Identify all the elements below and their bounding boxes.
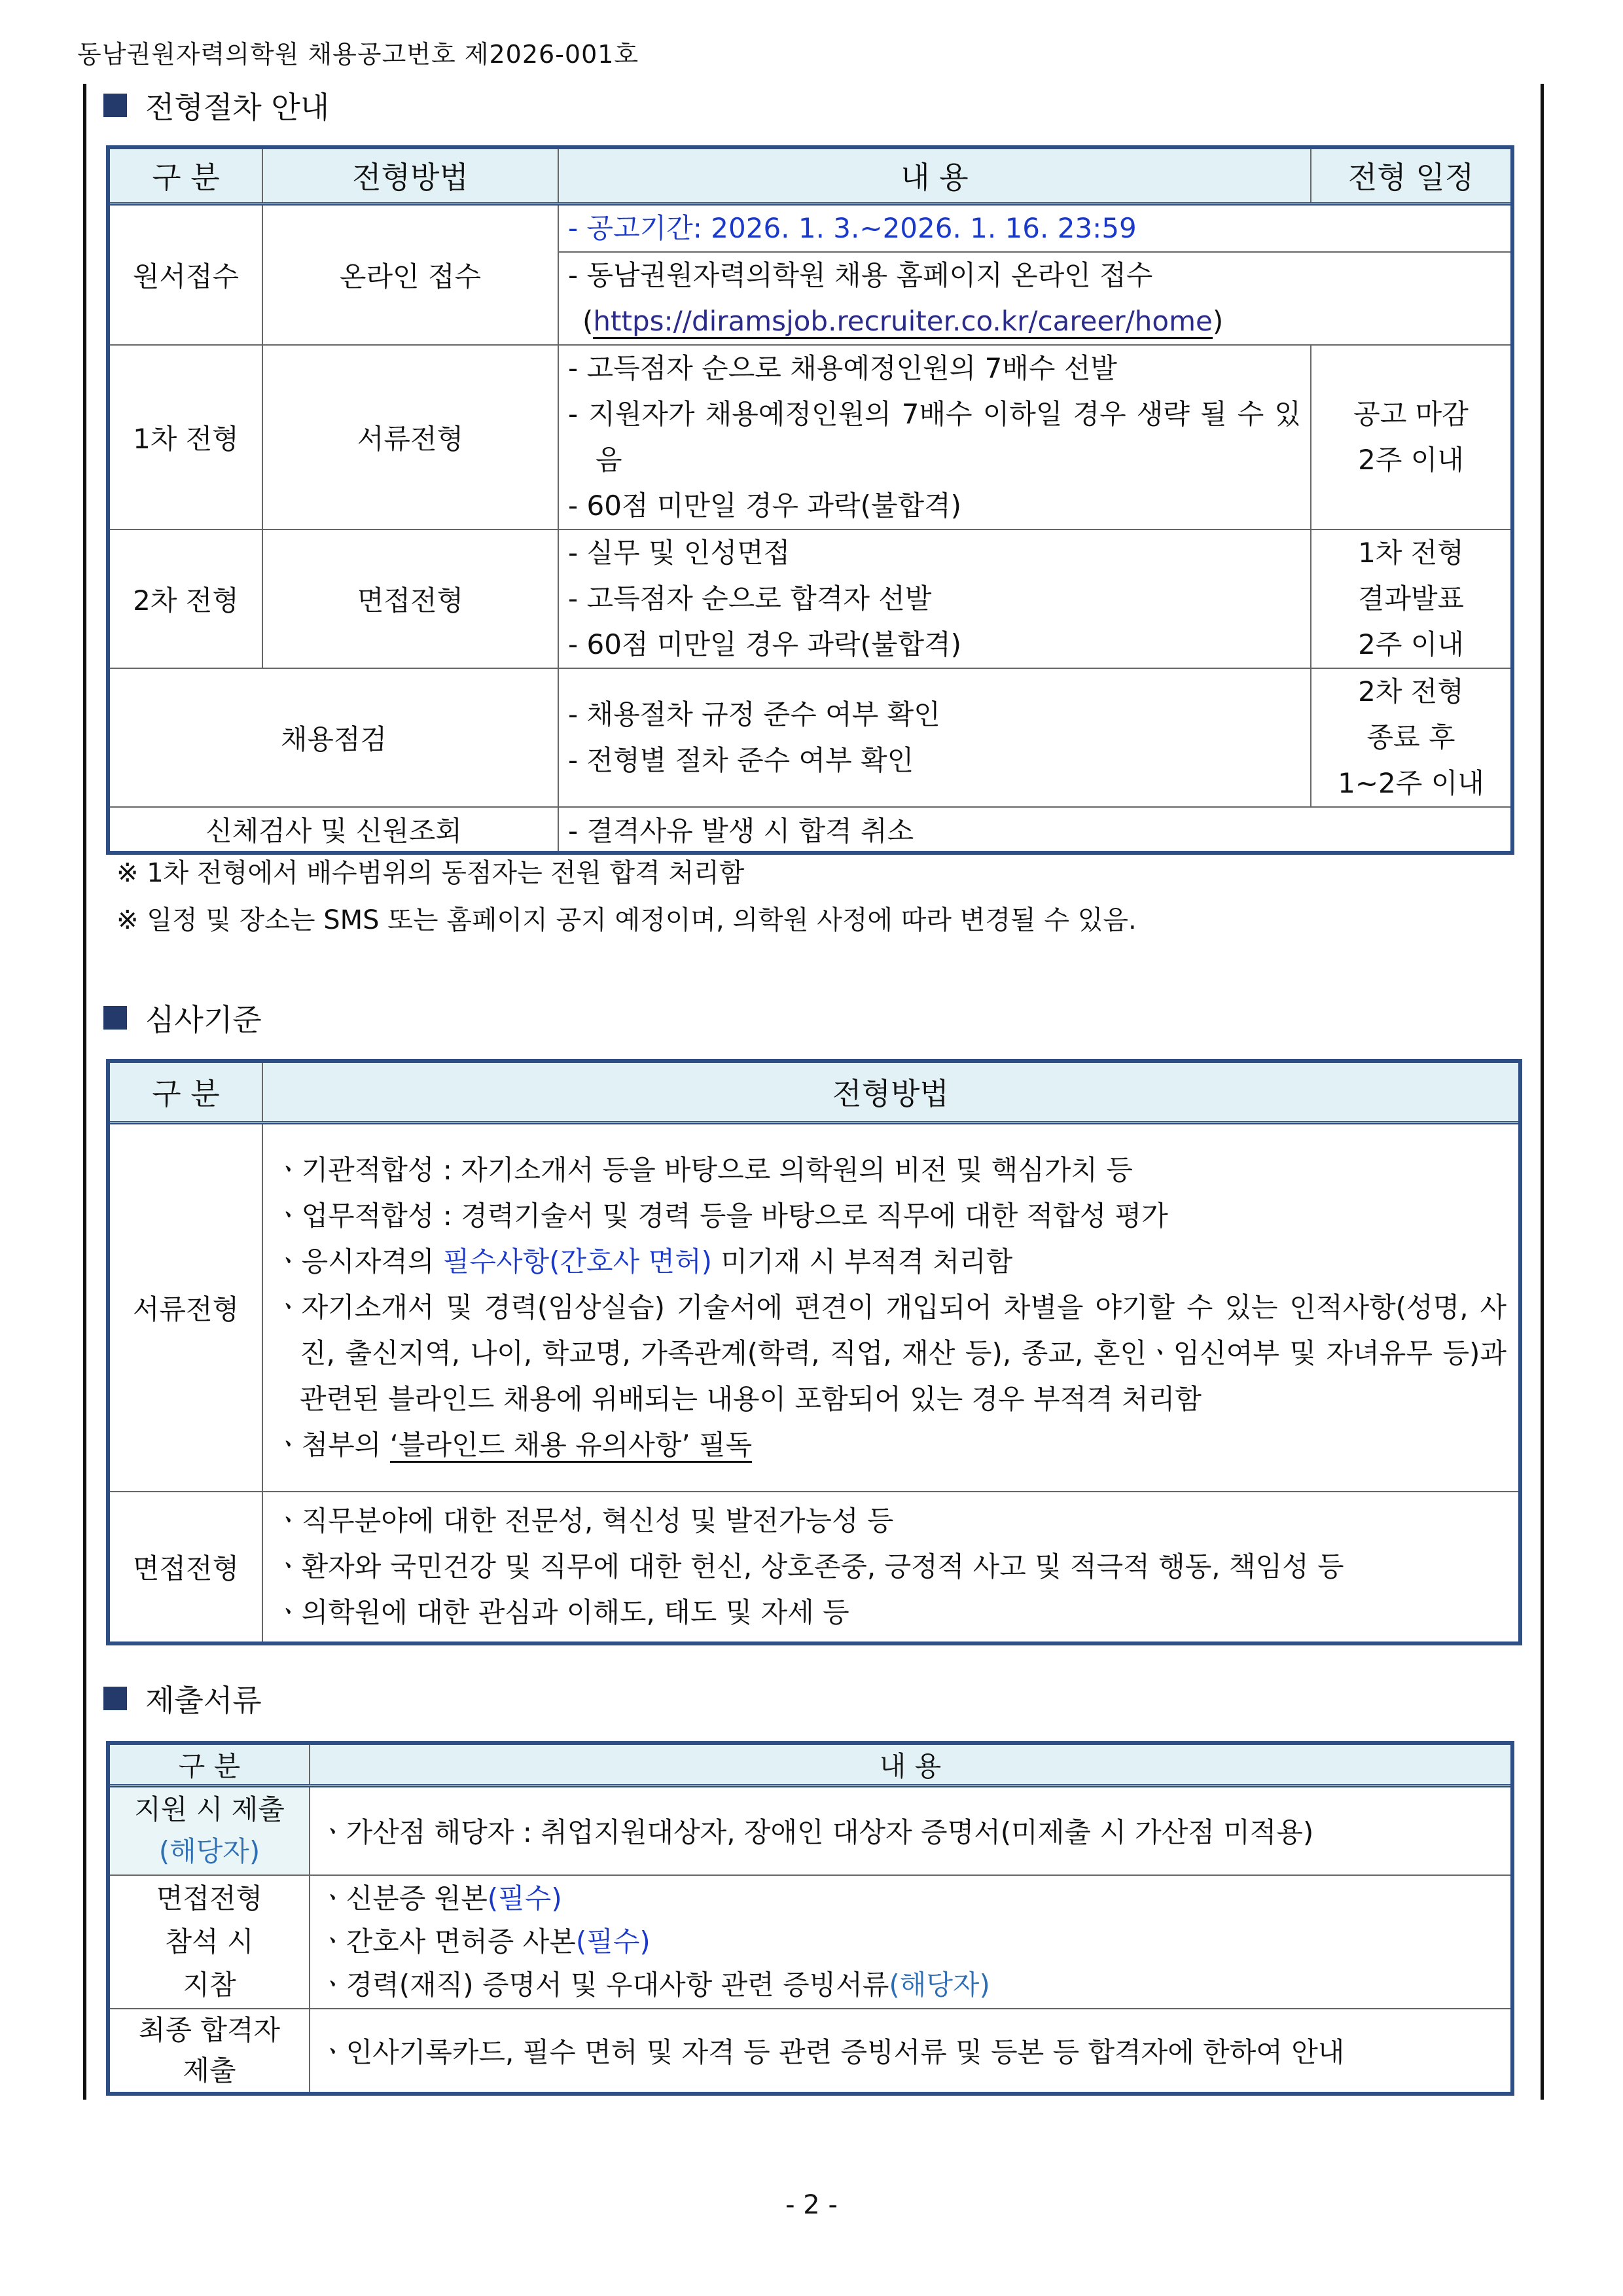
content-line: - 60점 미만일 경우 과락(불합격)	[568, 489, 962, 522]
right-margin-rule	[1541, 84, 1544, 2100]
criteria-text: ㆍ응시자격의	[275, 1245, 443, 1278]
column-header: 구 분	[108, 147, 262, 204]
content-line: - 동남권원자력의학원 채용 홈페이지 온라인 접수	[568, 259, 1153, 291]
label-line: 면접전형	[156, 1882, 263, 1914]
content-line: - 채용절차 규정 준수 여부 확인	[568, 698, 940, 730]
page-number: - 2 -	[785, 2190, 838, 2220]
schedule-line: 결과발표	[1357, 582, 1465, 615]
criteria-item: ㆍ의학원에 대한 관심과 이해도, 태도 및 자세 등	[275, 1596, 849, 1628]
homepage-link[interactable]: https://diramsjob.recruiter.co.kr/career/home	[593, 305, 1212, 339]
criteria-item: ㆍ기관적합성 : 자기소개서 등을 바탕으로 의학원의 비전 및 핵심가치 등	[275, 1153, 1133, 1186]
label-line: 지원 시 제출	[134, 1793, 285, 1826]
column-header: 내 용	[558, 147, 1311, 204]
column-header: 구 분	[108, 1061, 262, 1122]
criteria-text: 미기재 시 부적격 처리함	[712, 1245, 1013, 1278]
content-cell	[558, 252, 1512, 345]
criteria-label: 면접전형	[108, 1492, 262, 1643]
column-header: 전형 일정	[1311, 147, 1512, 204]
document-item	[319, 1964, 1501, 2007]
url-paren: )	[1212, 304, 1224, 337]
table-row	[108, 1875, 1512, 2009]
content-line: - 고득점자 순으로 합격자 선발	[568, 582, 932, 615]
criteria-label: 서류전형	[108, 1122, 262, 1492]
table-row	[108, 807, 1512, 853]
document-text: ㆍ신분증 원본	[319, 1882, 488, 1914]
section-title-criteria	[103, 996, 262, 1039]
document-label	[108, 1875, 310, 2009]
document-text: ㆍ간호사 면허증 사본	[319, 1925, 576, 1958]
table-row	[108, 2009, 1512, 2094]
criteria-item	[275, 1239, 1507, 1285]
label-line: 참석 시	[165, 1925, 254, 1958]
document-item	[319, 1920, 1501, 1964]
criteria-item: ㆍ직무분야에 대한 전문성, 혁신성 및 발전가능성 등	[275, 1505, 894, 1537]
content-line: - 60점 미만일 경우 과락(불합격)	[568, 628, 962, 660]
criteria-item: ㆍ환자와 국민건강 및 직무에 대한 헌신, 상호존중, 긍정적 사고 및 적극적 행동, 책임성 등	[275, 1551, 1344, 1583]
table-row	[108, 1786, 1512, 1875]
label-line: 제출	[183, 2054, 236, 2087]
procedure-table	[106, 145, 1514, 855]
column-header: 내 용	[310, 1743, 1512, 1786]
section-title-text: 전형절차 안내	[145, 90, 330, 125]
url-paren: (	[582, 304, 594, 337]
schedule-line: 종료 후	[1366, 721, 1455, 753]
document-content: ㆍ인사기록카드, 필수 면허 및 자격 등 관련 증빙서류 및 등본 등 합격자에 한하여 안내	[310, 2009, 1512, 2094]
section-title-procedure	[103, 84, 329, 127]
note-line: ※ 1차 전형에서 배수범위의 동점자는 전원 합격 처리함	[116, 858, 745, 888]
square-bullet-icon	[103, 94, 127, 117]
required-tag: (필수)	[487, 1882, 562, 1914]
schedule-cell	[1311, 668, 1512, 807]
content-cell: - 결격사유 발생 시 합격 취소	[558, 807, 1512, 853]
table-row	[108, 529, 1512, 668]
schedule-line: 1~2주 이내	[1338, 766, 1484, 799]
table-row	[108, 1122, 1520, 1492]
label-line: (해당자)	[158, 1835, 260, 1868]
document-content: ㆍ가산점 해당자 : 취업지원대상자, 장애인 대상자 증명서(미제출 시 가산점 미적용)	[310, 1786, 1512, 1875]
document-header: 동남권원자력의학원 채용공고번호 제2026-001호	[77, 40, 639, 69]
section-title-text: 제출서류	[145, 1683, 262, 1718]
content-line: - 전형별 절차 준수 여부 확인	[568, 744, 914, 776]
schedule-line: 2차 전형	[1358, 675, 1464, 708]
schedule-cell	[1311, 529, 1512, 668]
table-row	[108, 204, 1512, 252]
content-cell	[558, 345, 1311, 529]
table-header-row	[108, 1061, 1520, 1122]
stage-cell: 신체검사 및 신원조회	[108, 807, 558, 853]
blind-notice-link: ‘블라인드 채용 유의사항’ 필독	[390, 1429, 753, 1463]
criteria-item: ㆍ업무적합성 : 경력기술서 및 경력 등을 바탕으로 직무에 대한 적합성 평가	[275, 1199, 1168, 1232]
label-line: 최종 합격자	[138, 2013, 281, 2046]
table-row	[108, 1492, 1520, 1643]
method-cell: 온라인 접수	[262, 204, 558, 345]
required-tag: (필수)	[575, 1925, 651, 1958]
highlight-text: 필수사항(간호사 면허)	[442, 1245, 713, 1278]
content-cell	[558, 529, 1311, 668]
left-margin-rule	[83, 84, 86, 2100]
content-line: - 지원자가 채용예정인원의 7배수 이하일 경우 생략 될 수 있음	[568, 397, 1301, 476]
application-period: - 공고기간: 2026. 1. 3.~2026. 1. 16. 23:59	[568, 211, 1137, 244]
stage-cell: 1차 전형	[108, 345, 262, 529]
section-title-documents	[103, 1677, 262, 1720]
criteria-text: ㆍ첨부의	[275, 1428, 390, 1461]
applicable-tag: (해당자)	[889, 1968, 990, 2001]
criteria-item: ㆍ자기소개서 및 경력(임상실습) 기술서에 편견이 개입되어 차별을 야기할 수 있는 인적사항(성명, 사진, 출신지역, 나이, 학교명, 가족관계(학력, 직업, 재산 등), 종교, 혼인ㆍ임신여부 및 자녀유무 등)과 관련된 블라인드 채용에 위배되는 내용이 포함되어 있는 경우 부적격 처리함	[275, 1291, 1507, 1415]
stage-cell: 2차 전형	[108, 529, 262, 668]
schedule-line: 공고 마감	[1353, 397, 1469, 430]
column-header: 전형방법	[262, 1061, 1520, 1122]
document-text: ㆍ경력(재직) 증명서 및 우대사항 관련 증빙서류	[319, 1968, 889, 2001]
content-line: - 고득점자 순으로 채용예정인원의 7배수 선발	[568, 351, 1117, 384]
table-header-row	[108, 1743, 1512, 1786]
method-cell: 서류전형	[262, 345, 558, 529]
schedule-line: 2주 이내	[1358, 628, 1464, 660]
note-line: ※ 일정 및 장소는 SMS 또는 홈페이지 공지 예정이며, 의학원 사정에 따라 변경될 수 있음.	[116, 905, 1137, 935]
document-label	[108, 2009, 310, 2094]
criteria-table	[106, 1059, 1522, 1645]
stage-cell: 채용점검	[108, 668, 558, 807]
documents-table	[106, 1741, 1514, 2096]
table-header-row	[108, 147, 1512, 204]
criteria-item	[275, 1422, 1507, 1468]
content-line: - 실무 및 인성면접	[568, 536, 791, 569]
stage-cell: 원서접수	[108, 204, 262, 345]
section-title-text: 심사기준	[145, 1002, 262, 1037]
schedule-line: 2주 이내	[1358, 443, 1464, 476]
method-cell: 면접전형	[262, 529, 558, 668]
label-line: 지참	[183, 1968, 236, 2001]
table-row	[108, 345, 1512, 529]
document-item	[319, 1877, 1501, 1920]
schedule-line: 1차 전형	[1358, 536, 1464, 569]
criteria-content	[262, 1122, 1520, 1492]
table-row	[108, 668, 1512, 807]
schedule-cell	[1311, 345, 1512, 529]
content-cell	[558, 668, 1311, 807]
square-bullet-icon	[103, 1006, 127, 1030]
criteria-content	[262, 1492, 1520, 1643]
document-label	[108, 1786, 310, 1875]
square-bullet-icon	[103, 1687, 127, 1710]
document-content	[310, 1875, 1512, 2009]
column-header: 전형방법	[262, 147, 558, 204]
period-cell	[558, 204, 1512, 252]
column-header: 구 분	[108, 1743, 310, 1786]
